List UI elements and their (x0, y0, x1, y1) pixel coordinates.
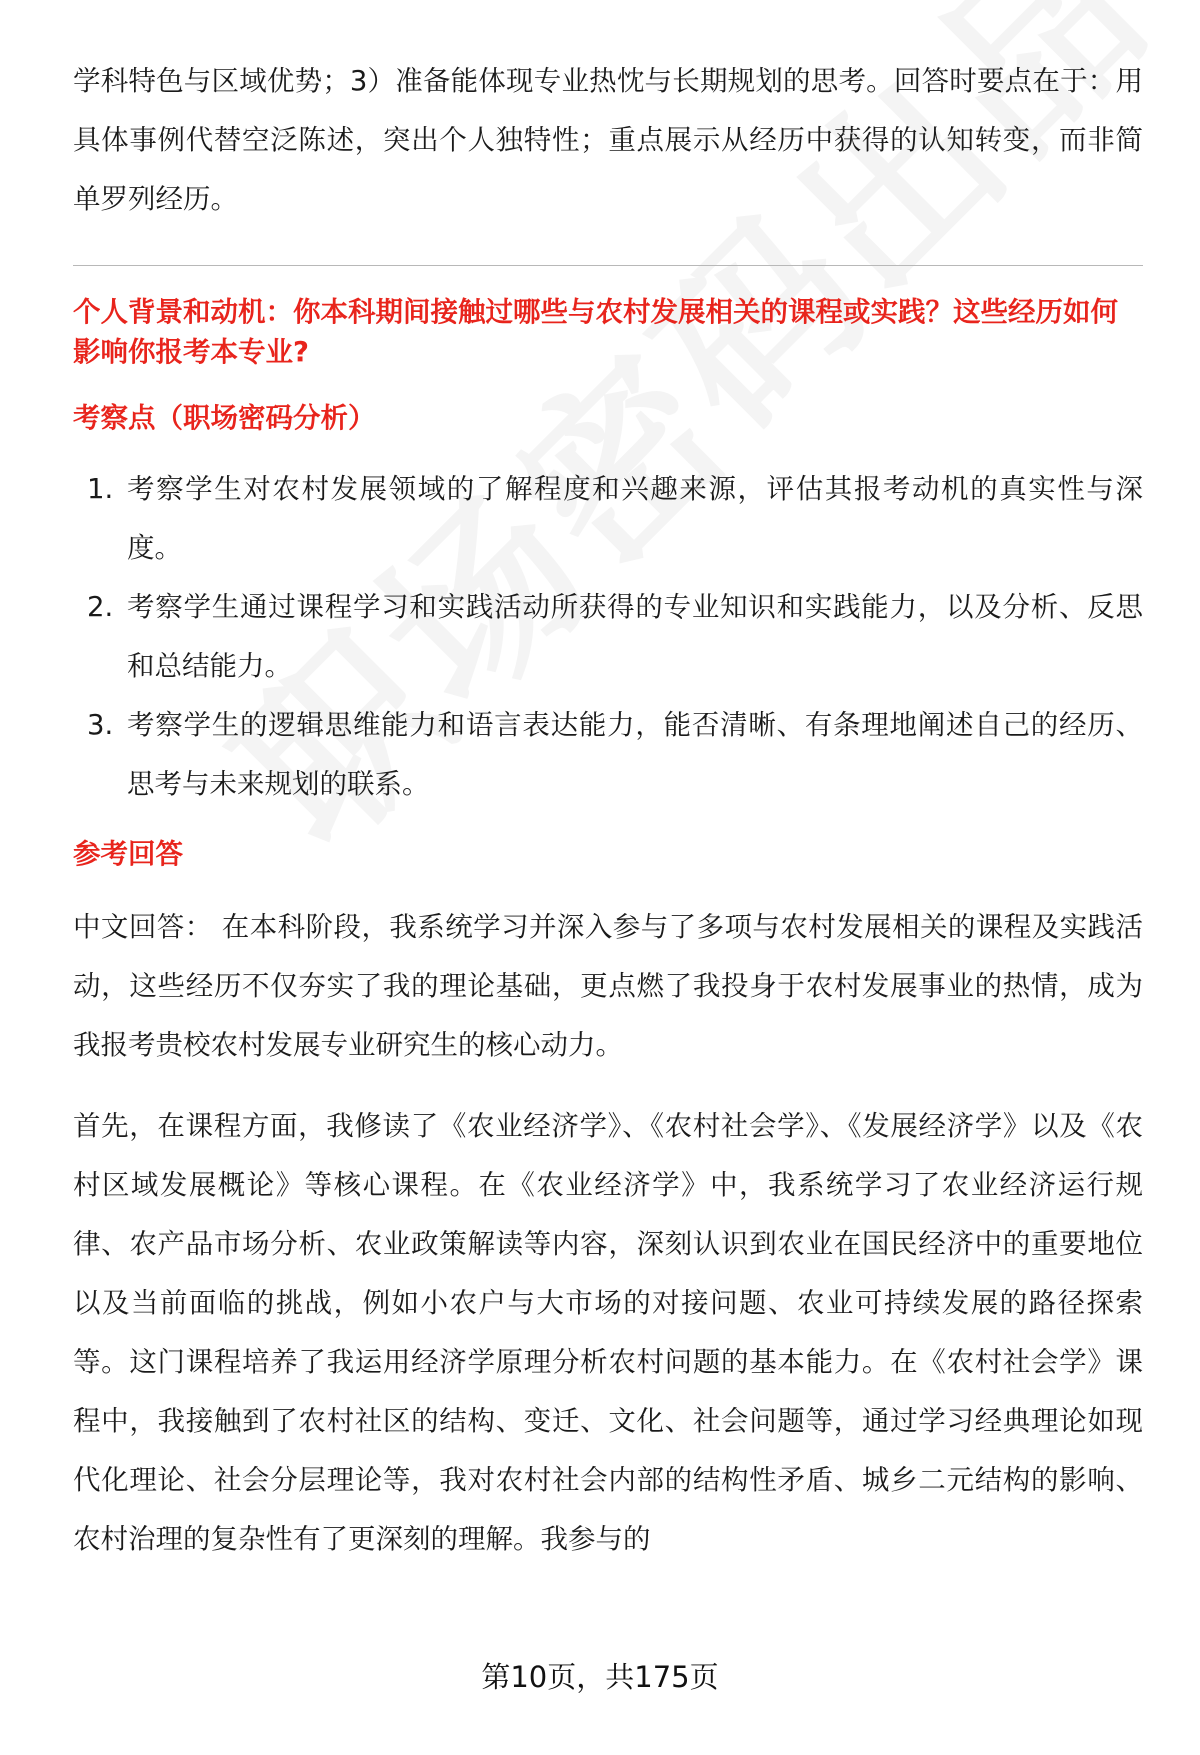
intro-paragraph: 学科特色与区域优势；3）准备能体现专业热忱与长期规划的思考。回答时要点在于：用具体事例代替空泛陈述，突出个人独特性；重点展示从经历中获得的认知转变，而非简单罗列经历。 (73, 65, 1143, 215)
answer-paragraph-1: 中文回答： 在本科阶段，我系统学习并深入参与了多项与农村发展相关的课程及实践活动，这些经历不仅夯实了我的理论基础，更点燃了我投身于农村发展事业的热情，成为我报考贵校农村发展专业研究生的核心动力。 (73, 911, 1143, 1061)
question-heading: 个人背景和动机：你本科期间接触过哪些与农村发展相关的课程或实践？这些经历如何影响你报考本专业? (73, 296, 1118, 368)
list-item (73, 578, 1143, 696)
list-item (73, 460, 1143, 578)
list-text: 考察学生的逻辑思维能力和语言表达能力，能否清晰、有条理地阐述自己的经历、思考与未来规划的联系。 (127, 709, 1143, 800)
list-text: 考察学生通过课程学习和实践活动所获得的专业知识和实践能力，以及分析、反思和总结能力。 (127, 591, 1143, 682)
list-number: 2. (87, 591, 114, 623)
assessment-list (73, 460, 1143, 814)
answer-heading: 参考回答 (73, 838, 183, 870)
section-divider (73, 265, 1143, 266)
list-number: 1. (87, 473, 114, 505)
answer-paragraph-2: 首先，在课程方面，我修读了《农业经济学》、《农村社会学》、《发展经济学》以及《农村区域发展概论》等核心课程。在《农业经济学》中，我系统学习了农业经济运行规律、农产品市场分析、农业政策解读等内容，深刻认识到农业在国民经济中的重要地位以及当前面临的挑战，例如小农户与大市场的对接问题、农业可持续发展的路径探索等。这门课程培养了我运用经济学原理分析农村问题的基本能力。在《农村社会学》课程中，我接触到了农村社区的结构、变迁、文化、社会问题等，通过学习经典理论如现代化理论、社会分层理论等，我对农村社会内部的结构性矛盾、城乡二元结构的影响、农村治理的复杂性有了更深刻的理解。我参与的 (73, 1110, 1143, 1555)
list-text: 考察学生对农村发展领域的了解程度和兴趣来源，评估其报考动机的真实性与深度。 (127, 473, 1143, 564)
assessment-heading: 考察点（职场密码分析） (73, 402, 376, 434)
page-number: 第10页，共175页 (481, 1660, 719, 1694)
list-number: 3. (87, 709, 114, 741)
page-content (73, 52, 1143, 1569)
list-item (73, 696, 1143, 814)
